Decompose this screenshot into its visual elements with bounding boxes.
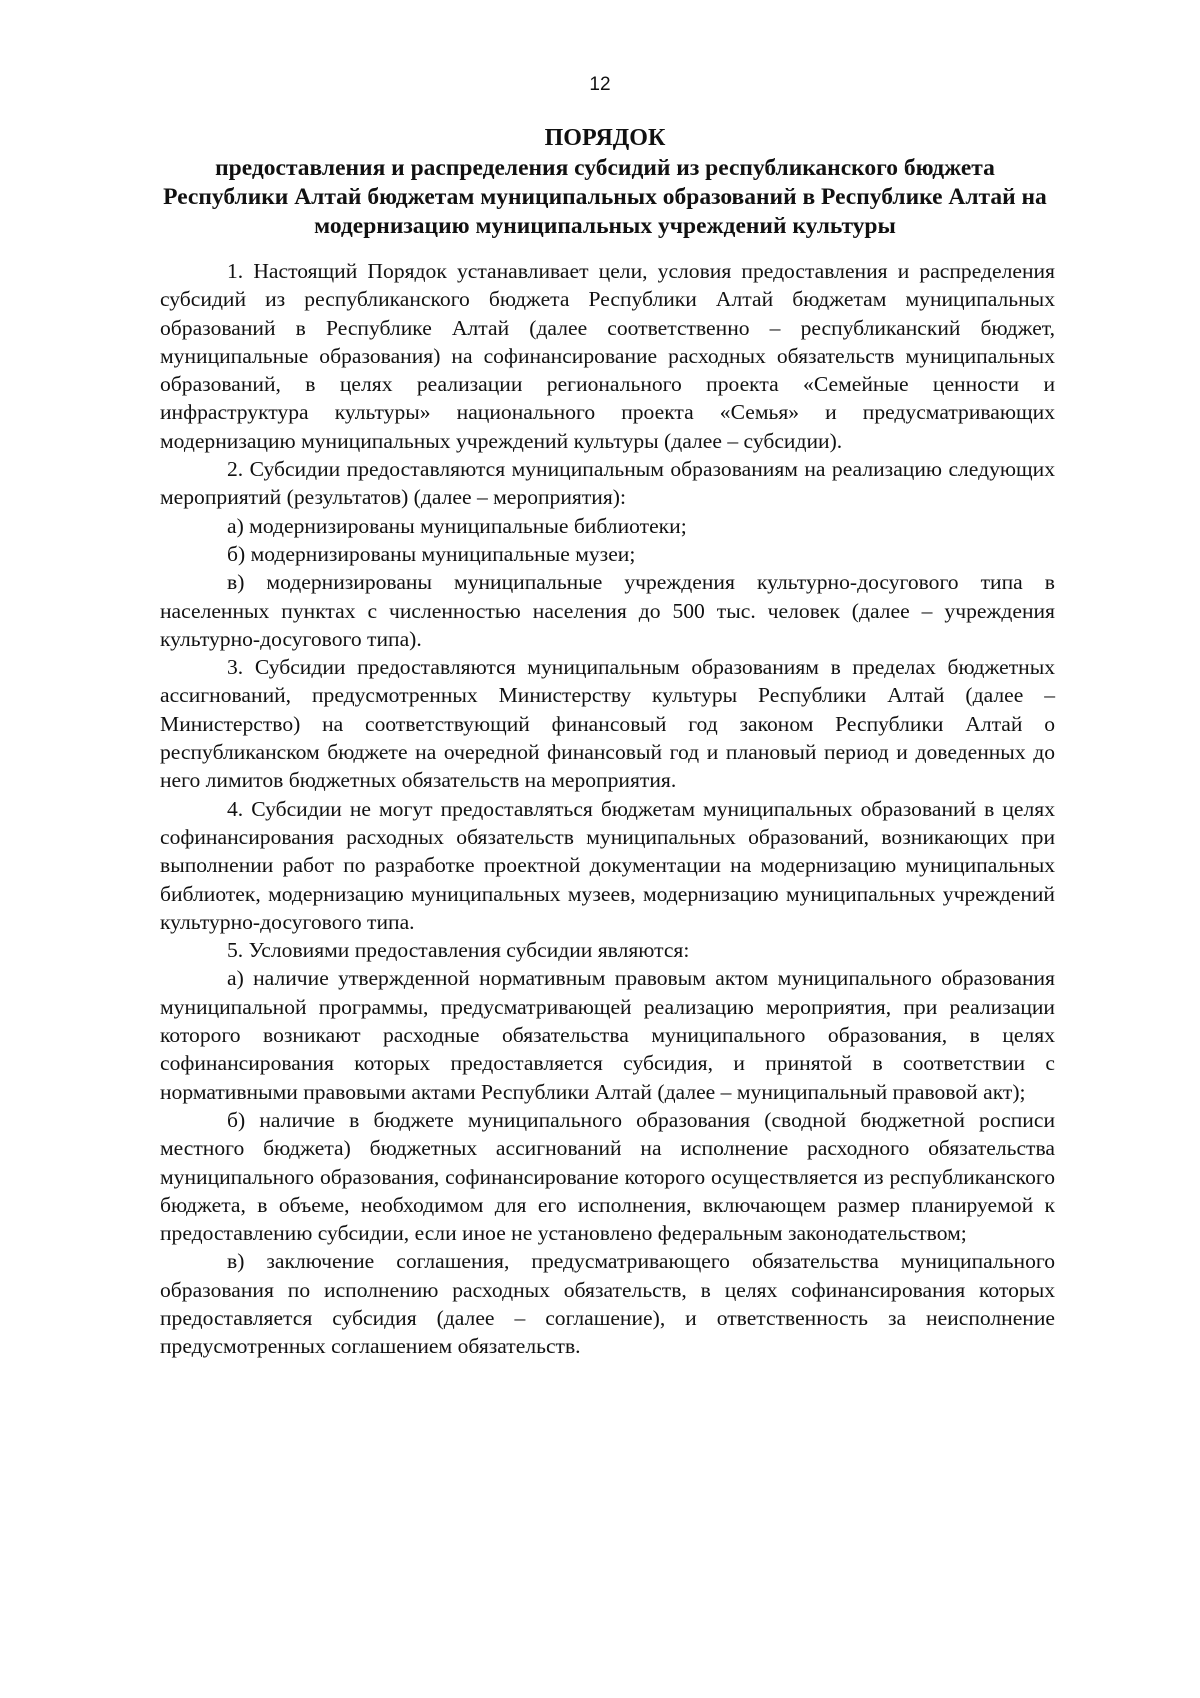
paragraph-1: 1. Настоящий Порядок устанавливает цели, условия предоставления и распределения субсидий из республиканского бюджета Республики Алтай бюджетам муниципальных образований в Республике Алтай (далее соответственно – республиканский бюджет, муниципальные образования) на софинансирование расходных обязательств муниципальных образований, в целях реализации регионального проекта «Семейные ценности и инфраструктура культуры» национального проекта «Семья» и предусматривающих модернизацию муниципальных учреждений культуры (далее – субсидии). [160,259,1055,453]
paragraph-5: 5. Условиями предоставления субсидии являются: [227,938,690,963]
paragraph-2c: в) модернизированы муниципальные учреждения культурно-досугового типа в населенных пунктах с численностью населения до 500 тыс. человек (далее – учреждения культурно-досугового типа). [160,570,1055,651]
paragraph-2: 2. Субсидии предоставляются муниципальным образованиям на реализацию следующих мероприятий (результатов) (далее – мероприятия): [160,457,1055,510]
paragraph-5b: б) наличие в бюджете муниципального образования (сводной бюджетной росписи местного бюджета) бюджетных ассигнований на исполнение расходного обязательства муниципального образования, софинансирование которого осуществляется из республиканского бюджета, в объеме, необходимом для его исполнения, включающем размер планируемой к предоставлению субсидии, если иное не установлено федеральным законодательством; [160,1107,1055,1246]
paragraph-5c: в) заключение соглашения, предусматривающего обязательства муниципального образования по исполнению расходных обязательств, в целях софинансирования которых предоставляется субсидия (далее – соглашение), и ответственность за неисполнение предусмотренных соглашением обязательств. [160,1249,1055,1359]
paragraph-5a: а) наличие утвержденной нормативным правовым актом муниципального образования муниципальной программы, предусматривающей реализацию мероприятия, при реализации которого возникают расходные обязательства муниципального образования, в целях софинансирования которых предоставляется субсидия, и принятой в соответствии с нормативными правовыми актами Республики Алтай (далее – муниципальный правовой акт); [160,966,1055,1104]
document-heading [160,124,1050,241]
paragraph-3: 3. Субсидии предоставляются муниципальным образованиям в пределах бюджетных ассигнований, предусмотренных Министерству культуры Республики Алтай (далее – Министерство) на соответствующий финансовый год законом Республики Алтай о республиканском бюджете на очередной финансовый год и плановый период и доведенных до него лимитов бюджетных обязательств на мероприятия. [160,655,1055,793]
paragraph-4: 4. Субсидии не могут предоставляться бюджетам муниципальных образований в целях софинансирования расходных обязательств муниципальных образований, возникающих при выполнении работ по разработке проектной документации на модернизацию муниципальных библиотек, модернизацию муниципальных музеев, модернизацию муниципальных учреждений культурно-досугового типа. [160,796,1055,934]
paragraph-2b: б) модернизированы муниципальные музеи; [227,541,636,566]
page-number: 12 [589,74,611,95]
document-title: ПОРЯДОК [544,125,666,151]
paragraph-2a: а) модернизированы муниципальные библиотеки; [227,513,687,538]
document-subtitle: предоставления и распределения субсидий из республиканского бюджета Республики Алтай бюджетам муниципальных образований в Республике Алтай на модернизацию муниципальных учреждений культуры [163,155,1047,239]
document-body [160,257,1055,1361]
